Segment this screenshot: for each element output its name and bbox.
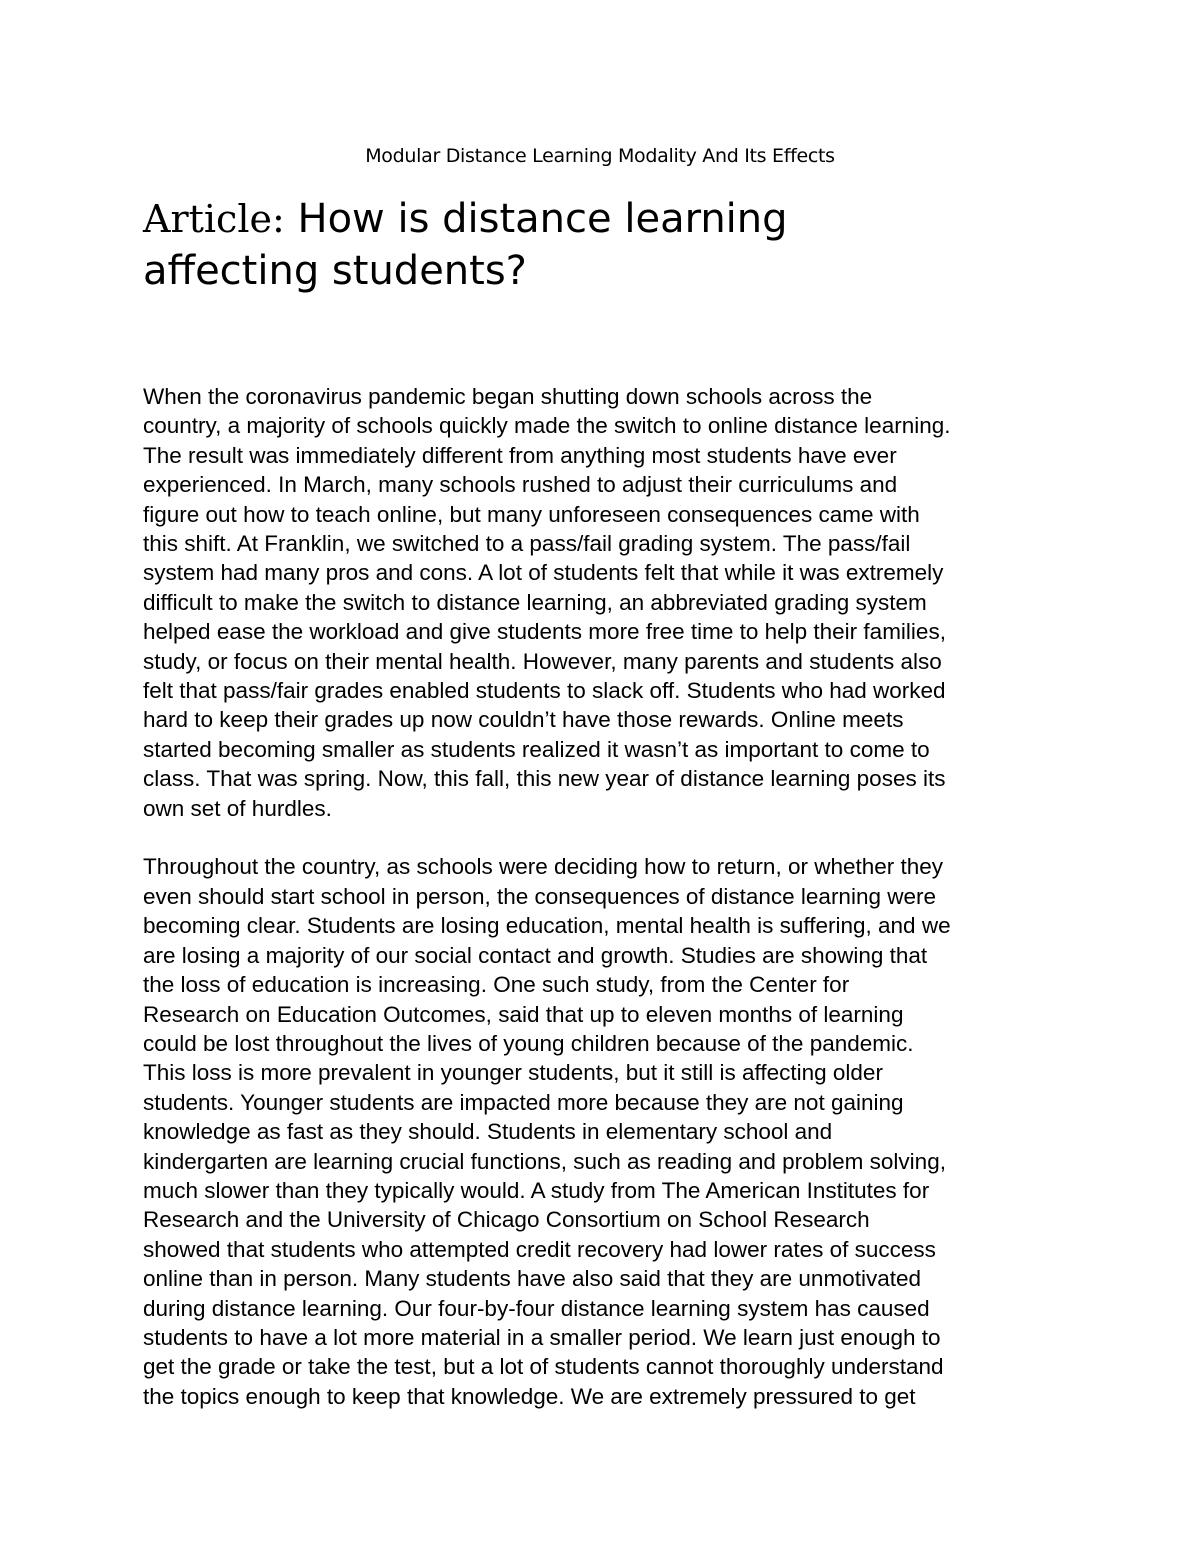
paragraph-line: this shift. At Franklin, we switched to a pass/fail grading system. The pass/fail bbox=[143, 531, 911, 557]
paragraph-line: This loss is more prevalent in younger students, but it still is affecting older bbox=[143, 1060, 883, 1086]
paragraph-line: are losing a majority of our social contact and growth. Studies are showing that bbox=[143, 942, 928, 968]
article-paragraph bbox=[143, 382, 1068, 823]
paragraph-line: experienced. In March, many schools rushed to adjust their curriculums and bbox=[143, 472, 898, 498]
paragraph-line: own set of hurdles. bbox=[143, 795, 332, 821]
article-title-line-2: affecting students? bbox=[143, 248, 527, 294]
paragraph-line: get the grade or take the test, but a lot of students cannot thoroughly understand bbox=[143, 1354, 944, 1380]
paragraph-line: hard to keep their grades up now couldn’t have those rewards. Online meets bbox=[143, 707, 904, 733]
paragraph-line: the topics enough to keep that knowledge. We are extremely pressured to get bbox=[143, 1383, 916, 1409]
paragraph-line: class. That was spring. Now, this fall, this new year of distance learning poses its bbox=[143, 766, 946, 792]
paragraph-line: The result was immediately different from anything most students have ever bbox=[143, 442, 897, 468]
paragraph-line: could be lost throughout the lives of young children because of the pandemic. bbox=[143, 1030, 914, 1056]
paragraph-line: system had many pros and cons. A lot of students felt that while it was extremely bbox=[143, 560, 944, 586]
paragraph-line: Research and the University of Chicago Consortium on School Research bbox=[143, 1207, 870, 1233]
paragraph-line: figure out how to teach online, but many unforeseen consequences came with bbox=[143, 501, 920, 527]
paragraph-line: felt that pass/fair grades enabled students to slack off. Students who had worked bbox=[143, 678, 946, 704]
paragraph-line: becoming clear. Students are losing education, mental health is suffering, and we bbox=[143, 913, 951, 939]
paragraph-line: Research on Education Outcomes, said that up to eleven months of learning bbox=[143, 1001, 904, 1027]
paragraph-line: kindergarten are learning crucial functions, such as reading and problem solving, bbox=[143, 1148, 946, 1174]
article-title-line-1: How is distance learning bbox=[297, 196, 788, 242]
paragraph-line: much slower than they typically would. A study from The American Institutes for bbox=[143, 1177, 930, 1203]
paragraph-line: during distance learning. Our four-by-four distance learning system has caused bbox=[143, 1295, 930, 1321]
article-title bbox=[143, 193, 1063, 297]
paragraph-line: study, or focus on their mental health. However, many parents and students also bbox=[143, 648, 942, 674]
article-title-prefix: Article: bbox=[143, 197, 285, 241]
paragraph-line: helped ease the workload and give students more free time to help their families, bbox=[143, 619, 946, 645]
paragraph-line: knowledge as fast as they should. Students in elementary school and bbox=[143, 1119, 833, 1145]
paragraph-line: started becoming smaller as students realized it wasn’t as important to come to bbox=[143, 736, 930, 762]
paragraph-line: showed that students who attempted credit recovery had lower rates of success bbox=[143, 1236, 936, 1262]
paragraph-line: Throughout the country, as schools were deciding how to return, or whether they bbox=[143, 854, 944, 880]
paragraph-line: online than in person. Many students have also said that they are unmotivated bbox=[143, 1266, 921, 1292]
article-paragraph bbox=[143, 852, 1068, 1411]
paragraph-line: the loss of education is increasing. One such study, from the Center for bbox=[143, 972, 850, 998]
paragraph-line: difficult to make the switch to distance learning, an abbreviated grading system bbox=[143, 589, 927, 615]
paragraph-line: country, a majority of schools quickly made the switch to online distance learning. bbox=[143, 413, 951, 439]
paragraph-line: students. Younger students are impacted more because they are not gaining bbox=[143, 1089, 904, 1115]
article-body bbox=[143, 382, 1068, 1441]
paragraph-line: even should start school in person, the consequences of distance learning were bbox=[143, 883, 936, 909]
paragraph-line: When the coronavirus pandemic began shutting down schools across the bbox=[143, 384, 873, 409]
document-header: Modular Distance Learning Modality And Its Effects bbox=[365, 145, 835, 167]
paragraph-line: students to have a lot more material in a smaller period. We learn just enough to bbox=[143, 1324, 941, 1350]
